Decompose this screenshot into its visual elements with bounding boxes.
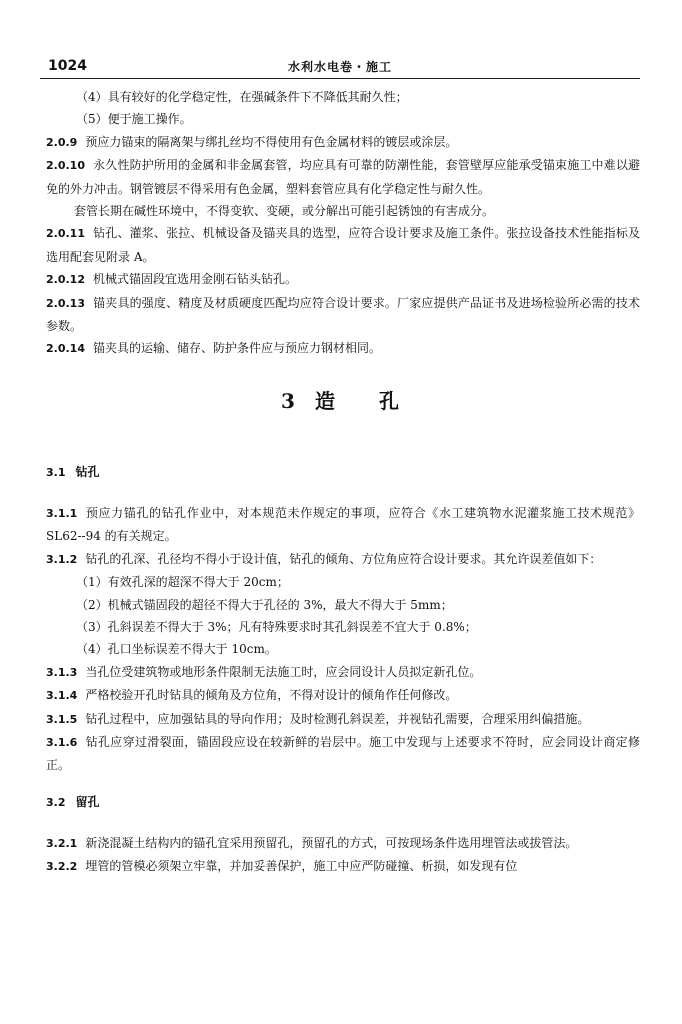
clause xyxy=(46,502,640,548)
clause-number: 3.1.5 xyxy=(46,712,78,726)
clause xyxy=(46,268,640,291)
list-item: （2）机械式锚固段的超径不得大于孔径的 3%，最大不得大于 5mm； xyxy=(76,597,453,612)
section-number: 3.1 xyxy=(46,465,66,479)
clause-text: 预应力锚束的隔离架与绑扎丝均不得使用有色金属材料的镀层或涂层。 xyxy=(85,134,458,149)
clause-text: 埋管的管模必须架立牢靠，并加妥善保护，施工中应严防碰撞、析损，如发现有位 xyxy=(85,859,518,874)
section-heading xyxy=(46,461,640,484)
list-item: （3）孔斜误差不得大于 3%；凡有特殊要求时其孔斜误差不宜大于 0.8%； xyxy=(76,619,477,634)
clause-text: 当孔位受建筑物或地形条件限制无法施工时，应会同设计人员拟定新孔位。 xyxy=(85,664,482,679)
clause-number: 2.0.13 xyxy=(46,296,85,310)
clause xyxy=(46,661,640,684)
clause-number: 3.1.6 xyxy=(46,735,78,749)
clause-number: 2.0.11 xyxy=(46,227,85,241)
chapter-title-char: 造 xyxy=(314,388,341,413)
clause-number: 3.1.1 xyxy=(46,506,78,520)
clause-text: 钻孔、灌浆、张拉、机械设备及锚夹具的选型，应符合设计要求及施工条件。张拉设备技术性能指标及选用配套见附录 A。 xyxy=(46,226,640,264)
list-item: （4）孔口坐标误差不得大于 10cm。 xyxy=(76,642,277,657)
chapter-title xyxy=(46,381,640,421)
clause xyxy=(46,684,640,707)
clause-number: 2.0.9 xyxy=(46,135,78,149)
section-title: 钻孔 xyxy=(75,464,100,479)
clause-number: 3.1.3 xyxy=(46,665,78,679)
chapter-title-char: 孔 xyxy=(378,388,405,413)
clause-text: 严格校验开孔时钻具的倾角及方位角，不得对设计的倾角作任何修改。 xyxy=(85,688,458,703)
running-title: 水利水电卷・施工 xyxy=(287,60,392,74)
clause-number: 2.0.12 xyxy=(46,273,85,287)
clause-text: 新浇混凝土结构内的锚孔宜采用预留孔，预留孔的方式，可按现场条件选用埋管法或拔管法。 xyxy=(85,835,578,850)
clause xyxy=(46,832,640,855)
clause xyxy=(46,292,640,338)
clause-text: 永久性防护所用的金属和非金属套管，均应具有可靠的防潮性能，套管壁厚应能承受锚束施工中难以避免的外力冲击。钢管镀层不得采用有色金属，塑料套管应具有化学稳定性与耐久性。 xyxy=(46,158,640,196)
section-number: 3.2 xyxy=(46,795,66,809)
clause-text: 钻孔过程中，应加强钻具的导向作用；及时检测孔斜误差，并视钻孔需要，合理采用纠偏措施。 xyxy=(85,711,590,726)
header-rule xyxy=(40,78,640,79)
clause xyxy=(46,855,640,878)
page-header xyxy=(40,54,640,76)
clause-text: 钻孔的孔深、孔径均不得小于设计值，钻孔的倾角、方位角应符合设计要求。其允许误差值如下： xyxy=(85,551,602,566)
clause-text: 锚夹具的强度、精度及材质硬度匹配均应符合设计要求。厂家应提供产品证书及进场检验所必需的技术参数。 xyxy=(46,295,640,334)
clause xyxy=(46,337,640,360)
page-body xyxy=(46,86,640,879)
clause-text: 机械式锚固段宜选用金刚石钻头钻孔。 xyxy=(92,272,297,287)
clause xyxy=(46,548,640,571)
section-heading xyxy=(46,791,640,814)
clause-number: 3.2.1 xyxy=(46,836,78,850)
clause-number: 2.0.14 xyxy=(46,342,85,356)
clause xyxy=(46,154,640,200)
list-item: （1）有效孔深的超深不得大于 20cm； xyxy=(76,575,289,590)
section-title: 留孔 xyxy=(75,794,100,809)
paragraph: 套管长期在碱性环境中，不得变软、变硬，或分解出可能引起锈蚀的有害成分。 xyxy=(74,204,495,219)
clause-text: 锚夹具的运输、储存、防护条件应与预应力钢材相同。 xyxy=(92,341,381,356)
clause-number: 3.2.2 xyxy=(46,860,78,874)
clause xyxy=(46,131,640,154)
clause-number: 3.1.2 xyxy=(46,552,78,566)
chapter-number: 3 xyxy=(281,388,301,413)
clause-number: 3.1.4 xyxy=(46,689,78,703)
clause xyxy=(46,731,640,777)
clause-text: 钻孔应穿过滑裂面，锚固段应设在较新鲜的岩层中。施工中发现与上述要求不符时，应会同设计商定修正。 xyxy=(46,734,640,773)
list-item: （5）便于施工操作。 xyxy=(76,112,192,127)
list-item: （4）具有较好的化学稳定性，在强碱条件下不降低其耐久性； xyxy=(76,90,408,104)
clause xyxy=(46,222,640,268)
clause-text: 预应力锚孔的钻孔作业中，对本规范未作规定的事项，应符合《水工建筑物水泥灌浆施工技术规范》SL62--94 的有关规定。 xyxy=(46,505,640,544)
clause xyxy=(46,708,640,731)
clause-number: 2.0.10 xyxy=(46,159,85,173)
page-number: 1024 xyxy=(48,58,87,74)
